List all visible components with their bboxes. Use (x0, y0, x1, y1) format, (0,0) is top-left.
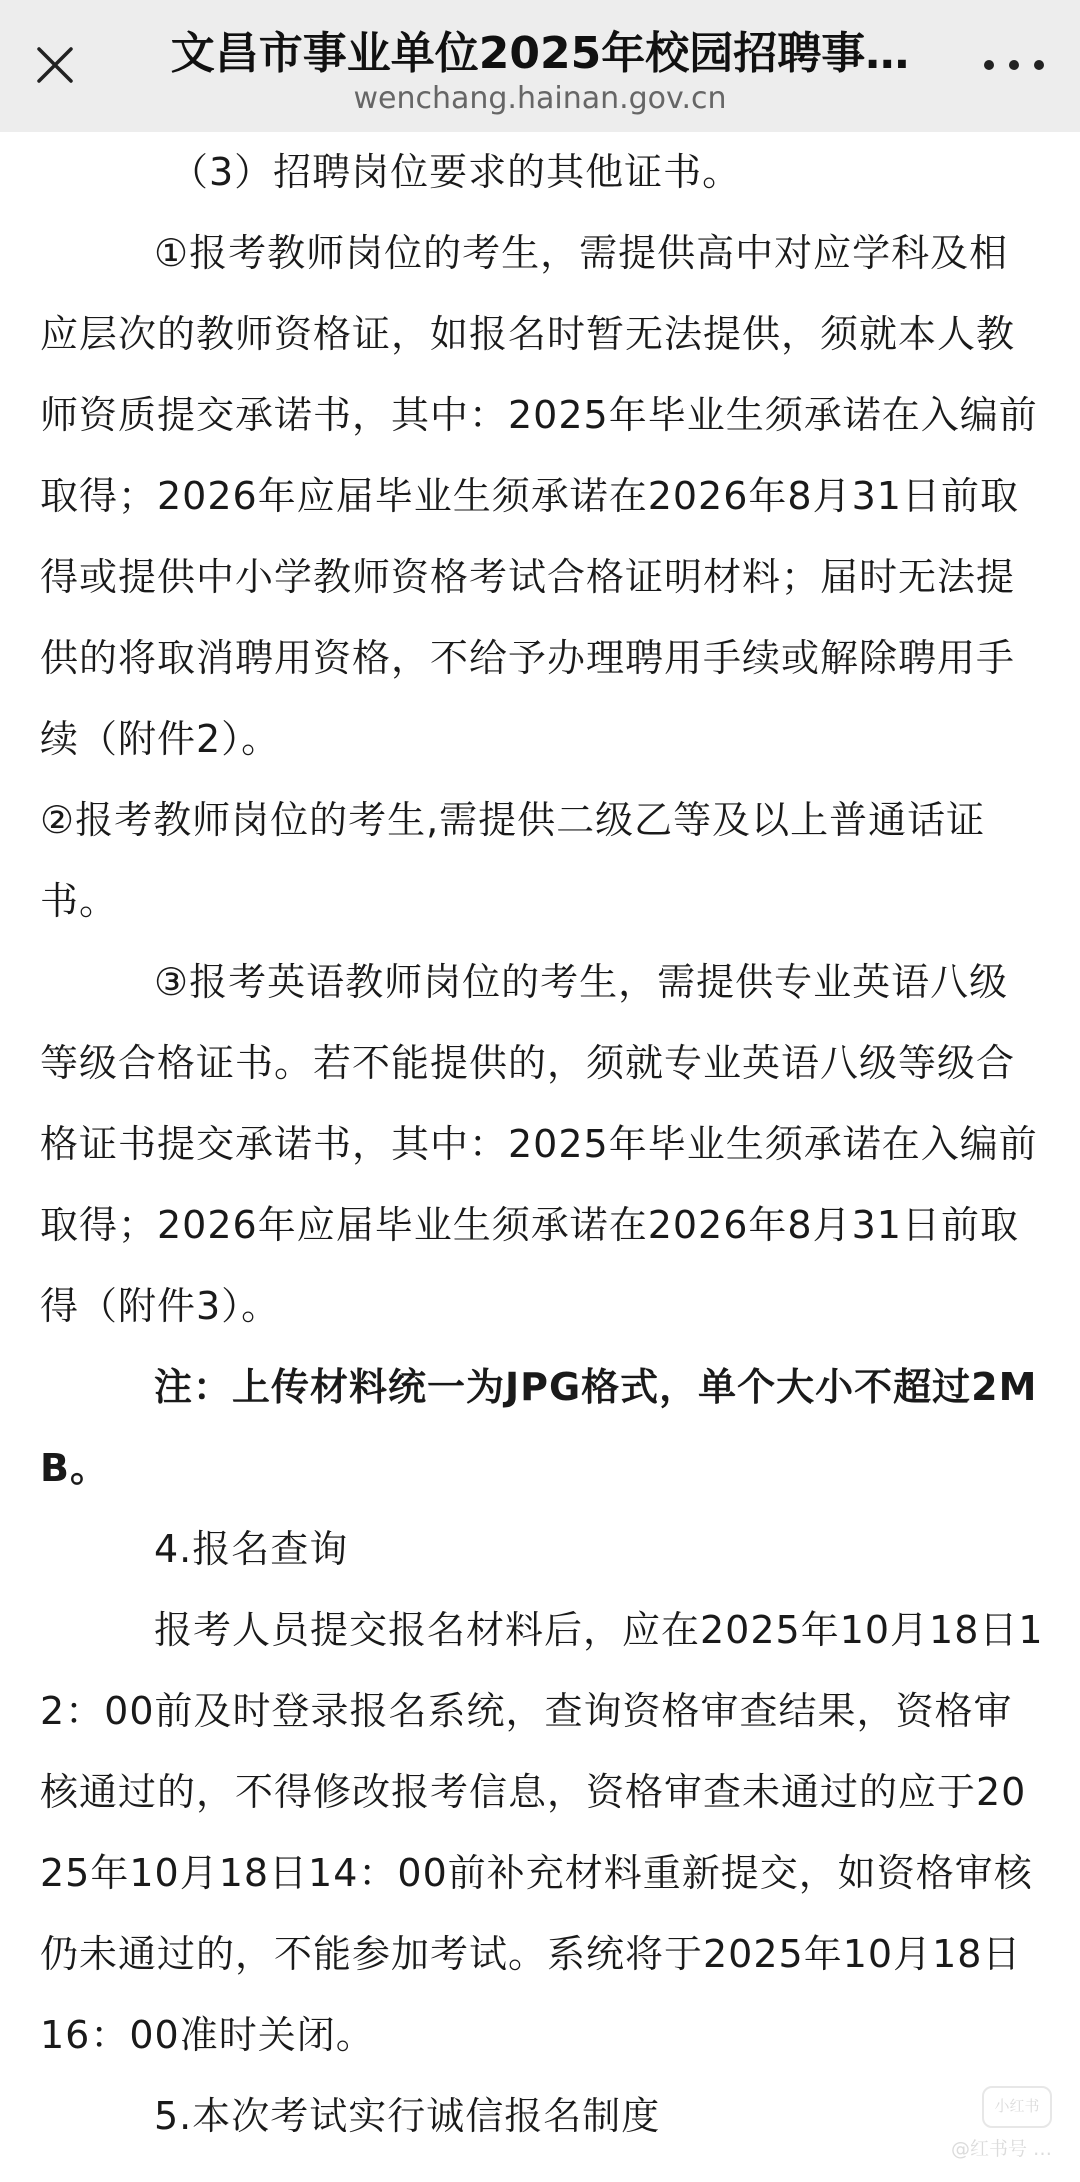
page-title: 文昌市事业单位2025年校园招聘事… (170, 28, 910, 79)
more-icon-dot (1009, 60, 1019, 70)
more-button[interactable] (984, 50, 1044, 80)
watermark-text: @红书号 … (950, 2138, 1052, 2160)
more-icon-dot (1034, 60, 1044, 70)
more-icon (984, 60, 994, 70)
article-paragraph: ②报考教师岗位的考生,需提供二级乙等及以上普通话证书。 (40, 798, 986, 923)
article-paragraph: 报考人员提交报名材料后，应在2025年10月18日12：00前及时登录报名系统，查询资格审查结果，资格审核通过的，不得修改报考信息，资格审查未通过的应于2025年10月18日14：00前补充材料重新提交，如资格审核仍未通过的，不能参加考试。系统将于2025年10月18日16：00准时关闭。 (40, 1608, 1044, 2057)
section-heading: 5.本次考试实行诚信报名制度 (154, 2094, 661, 2138)
watermark (822, 2072, 1052, 2168)
close-button[interactable] (30, 40, 80, 90)
page-url: wenchang.hainan.gov.cn (353, 81, 727, 116)
watermark-logo: 小红书 (982, 2086, 1052, 2128)
article-paragraph: （3）招聘岗位要求的其他证书。 (170, 150, 742, 194)
article-paragraph: ③报考英语教师岗位的考生，需提供专业英语八级等级合格证书。若不能提供的，须就专业英语八级等级合格证书提交承诺书，其中：2025年毕业生须承诺在入编前取得；2026年应届毕业生须承诺在2026年8月31日前取得（附件3）。 (40, 960, 1038, 1328)
title-area (140, 0, 940, 132)
close-icon (35, 45, 75, 85)
article-paragraph: ①报考教师岗位的考生，需提供高中对应学科及相应层次的教师资格证，如报名时暂无法提供，须就本人教师资质提交承诺书，其中：2025年毕业生须承诺在入编前取得；2026年应届毕业生须承诺在2026年8月31日前取得或提供中小学教师资格考试合格证明材料；届时无法提供的将取消聘用资格，不给予办理聘用手续或解除聘用手续（附件2）。 (40, 231, 1038, 761)
section-heading: 4.报名查询 (154, 1527, 349, 1571)
article-note: 注：上传材料统一为JPG格式，单个大小不超过2MB。 (40, 1365, 1038, 1490)
article-body (40, 132, 1045, 2157)
browser-topbar (0, 0, 1080, 132)
